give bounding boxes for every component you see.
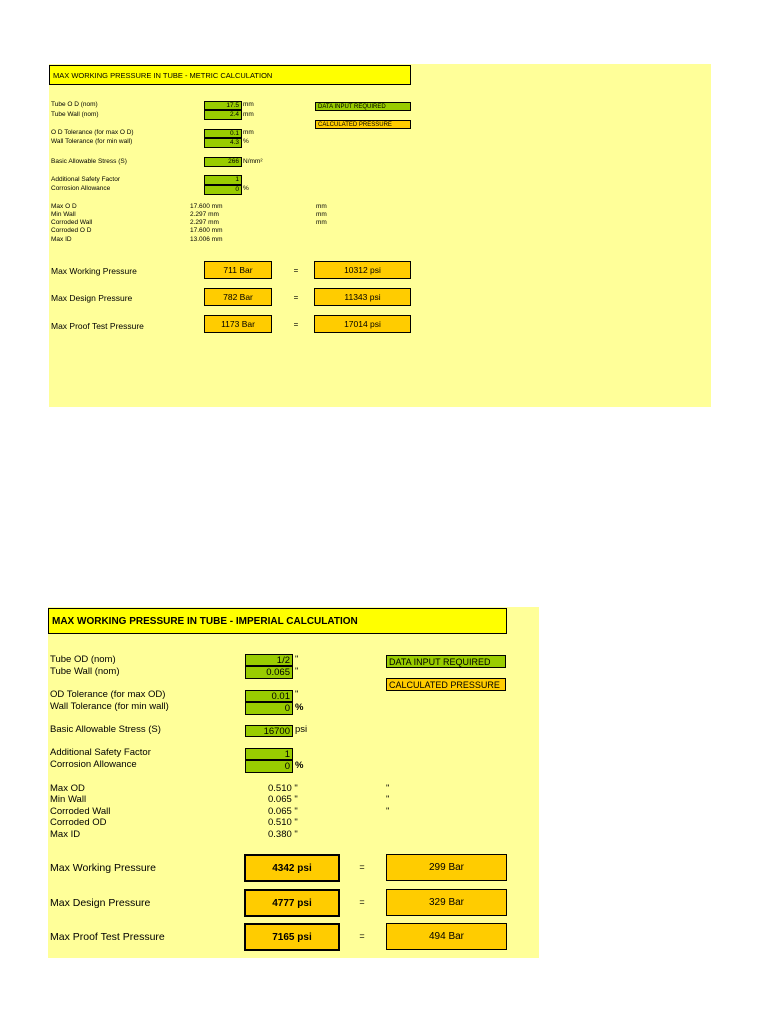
metric-stress-label: Basic Allowable Stress (S) bbox=[51, 158, 127, 165]
imperial-od-tolerance-input[interactable]: 0.01 bbox=[245, 690, 293, 702]
imperial-tube-wall-label: Tube Wall (nom) bbox=[50, 666, 120, 677]
imperial-legend-calculated: CALCULATED PRESSURE bbox=[386, 678, 506, 691]
imperial-stress-label: Basic Allowable Stress (S) bbox=[50, 724, 161, 735]
imperial-safety-label: Additional Safety Factor bbox=[50, 747, 151, 758]
metric-panel bbox=[49, 64, 711, 407]
imperial-max-id-value: 0.380 " bbox=[268, 829, 298, 840]
imperial-tube-od-label: Tube OD (nom) bbox=[50, 654, 116, 665]
metric-wall-tolerance-input[interactable]: 4.3 bbox=[204, 138, 242, 148]
metric-corrosion-input[interactable]: 0 bbox=[204, 185, 242, 195]
imperial-corrosion-unit: % bbox=[295, 760, 304, 771]
imperial-max-design-label: Max Design Pressure bbox=[50, 897, 151, 909]
metric-od-tolerance-unit: mm bbox=[243, 129, 254, 136]
imperial-title: MAX WORKING PRESSURE IN TUBE - IMPERIAL CALCULATION bbox=[48, 608, 507, 634]
metric-tube-od-unit: mm bbox=[243, 101, 254, 108]
metric-max-working-equals: = bbox=[293, 266, 299, 275]
metric-od-tolerance-input[interactable]: 0.1 bbox=[204, 129, 242, 138]
metric-wall-tolerance-label: Wall Tolerance (for min wall) bbox=[51, 138, 133, 145]
imperial-max-od-label: Max OD bbox=[50, 783, 85, 794]
imperial-tube-wall-input[interactable]: 0.065 bbox=[245, 666, 293, 679]
imperial-tube-wall-unit: " bbox=[295, 666, 299, 677]
imperial-min-wall-unit2: " bbox=[386, 794, 390, 805]
metric-safety-input[interactable]: 1 bbox=[204, 175, 242, 185]
imperial-wall-tolerance-label: Wall Tolerance (for min wall) bbox=[50, 701, 169, 712]
metric-max-design-psi: 11343 psi bbox=[314, 288, 411, 306]
imperial-safety-input[interactable]: 1 bbox=[245, 748, 293, 760]
imperial-od-tolerance-unit: " bbox=[295, 689, 299, 700]
imperial-corrosion-input[interactable]: 0 bbox=[245, 760, 293, 773]
imperial-corroded-wall-unit2: " bbox=[386, 806, 390, 817]
metric-legend-input-required: DATA INPUT REQUIRED bbox=[315, 102, 411, 111]
imperial-tube-od-input[interactable]: 1/2 bbox=[245, 654, 293, 666]
metric-tube-wall-input[interactable]: 2.4 bbox=[204, 110, 242, 120]
metric-max-design-label: Max Design Pressure bbox=[51, 293, 133, 303]
metric-max-working-bar: 711 Bar bbox=[204, 261, 272, 279]
metric-stress-unit: N/mm² bbox=[243, 158, 263, 165]
metric-corrosion-unit: % bbox=[243, 185, 249, 192]
imperial-min-wall-value: 0.065 " bbox=[268, 794, 298, 805]
imperial-wall-tolerance-input[interactable]: 0 bbox=[245, 702, 293, 715]
metric-min-wall-label: Min Wall bbox=[51, 211, 76, 218]
imperial-max-design-bar: 329 Bar bbox=[386, 889, 507, 916]
metric-wall-tolerance-unit: % bbox=[243, 138, 249, 145]
imperial-max-working-equals: = bbox=[359, 862, 365, 872]
imperial-max-proof-label: Max Proof Test Pressure bbox=[50, 931, 165, 943]
metric-max-working-psi: 10312 psi bbox=[314, 261, 411, 279]
imperial-max-id-label: Max ID bbox=[50, 829, 81, 840]
metric-tube-wall-label: Tube Wall (nom) bbox=[51, 111, 99, 118]
metric-max-working-label: Max Working Pressure bbox=[51, 266, 137, 276]
metric-max-proof-label: Max Proof Test Pressure bbox=[51, 321, 144, 331]
metric-corroded-wall-value: 2.297 mm bbox=[190, 219, 219, 226]
imperial-corrosion-label: Corrosion Allowance bbox=[50, 759, 137, 770]
imperial-stress-unit: psi bbox=[295, 724, 308, 735]
metric-min-wall-value: 2.297 mm bbox=[190, 211, 219, 218]
imperial-tube-od-unit: " bbox=[295, 654, 299, 665]
metric-max-od-unit2: mm bbox=[316, 203, 327, 210]
imperial-od-tolerance-label: OD Tolerance (for max OD) bbox=[50, 689, 166, 700]
metric-max-proof-psi: 17014 psi bbox=[314, 315, 411, 333]
metric-max-id-value: 13.006 mm bbox=[190, 236, 223, 243]
metric-max-proof-bar: 1173 Bar bbox=[204, 315, 272, 333]
metric-corroded-od-label: Corroded O D bbox=[51, 227, 92, 234]
imperial-stress-input[interactable]: 16700 bbox=[245, 725, 293, 737]
metric-legend-calculated: CALCULATED PRESSURE bbox=[315, 120, 411, 129]
imperial-wall-tolerance-unit: % bbox=[295, 702, 304, 713]
metric-tube-od-label: Tube O D (nom) bbox=[51, 101, 98, 108]
imperial-max-proof-psi: 7165 psi bbox=[244, 923, 340, 951]
metric-max-od-value: 17.600 mm bbox=[190, 203, 223, 210]
metric-title: MAX WORKING PRESSURE IN TUBE - METRIC CALCULATION bbox=[49, 65, 411, 85]
metric-min-wall-unit2: mm bbox=[316, 211, 327, 218]
metric-max-od-label: Max O D bbox=[51, 203, 77, 210]
imperial-corroded-wall-value: 0.065 " bbox=[268, 806, 298, 817]
imperial-corroded-od-value: 0.510 " bbox=[268, 817, 298, 828]
metric-max-design-equals: = bbox=[293, 293, 299, 302]
imperial-max-proof-bar: 494 Bar bbox=[386, 923, 507, 950]
metric-stress-input[interactable]: 266 bbox=[204, 157, 242, 167]
imperial-max-od-unit2: " bbox=[386, 783, 390, 794]
imperial-max-working-label: Max Working Pressure bbox=[50, 862, 157, 874]
imperial-max-design-equals: = bbox=[359, 897, 365, 907]
imperial-min-wall-label: Min Wall bbox=[50, 794, 87, 805]
metric-tube-od-input[interactable]: 17.5 bbox=[204, 101, 242, 110]
imperial-max-design-psi: 4777 psi bbox=[244, 889, 340, 917]
imperial-legend-input-required: DATA INPUT REQUIRED bbox=[386, 655, 506, 668]
metric-corroded-wall-unit2: mm bbox=[316, 219, 327, 226]
imperial-max-od-value: 0.510 " bbox=[268, 783, 298, 794]
metric-max-id-label: Max ID bbox=[51, 236, 72, 243]
imperial-corroded-od-label: Corroded OD bbox=[50, 817, 107, 828]
metric-corroded-wall-label: Corroded Wall bbox=[51, 219, 93, 226]
imperial-max-working-psi: 4342 psi bbox=[244, 854, 340, 882]
metric-max-proof-equals: = bbox=[293, 320, 299, 329]
metric-corroded-od-value: 17.600 mm bbox=[190, 227, 223, 234]
metric-tube-wall-unit: mm bbox=[243, 111, 254, 118]
metric-safety-label: Additional Safety Factor bbox=[51, 176, 121, 183]
metric-corrosion-label: Corrosion Allowance bbox=[51, 185, 111, 192]
metric-od-tolerance-label: O D Tolerance (for max O D) bbox=[51, 129, 134, 136]
imperial-corroded-wall-label: Corroded Wall bbox=[50, 806, 111, 817]
imperial-max-working-bar: 299 Bar bbox=[386, 854, 507, 881]
imperial-max-proof-equals: = bbox=[359, 931, 365, 941]
metric-max-design-bar: 782 Bar bbox=[204, 288, 272, 306]
